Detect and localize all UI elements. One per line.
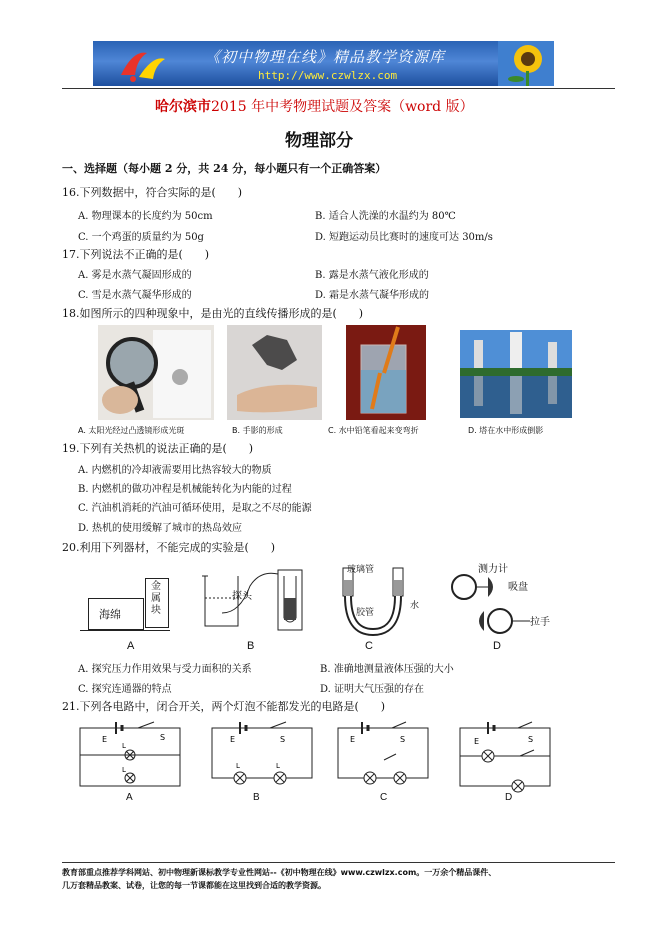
q21-stem: 21.下列各电路中，闭合开关，两个灯泡不能都发光的电路是( ) — [62, 700, 386, 713]
header-rule — [62, 88, 615, 89]
metal-label: 金属块 — [151, 581, 161, 616]
q20-option-d: D. 证明大气压强的存在 — [320, 684, 425, 695]
q19-option-b: B. 内燃机的做功冲程是机械能转化为内能的过程 — [78, 484, 292, 495]
q18-caption-a: A. 太阳光经过凸透镜形成光斑 — [78, 426, 185, 435]
circuit-a — [78, 720, 186, 796]
q18-caption-d: D. 塔在水中形成倒影 — [468, 426, 544, 435]
q17-option-d: D. 霜是水蒸气凝华形成的 — [315, 290, 430, 301]
water-label: 水 — [410, 600, 420, 610]
q17-option-a: A. 雾是水蒸气凝固形成的 — [78, 270, 192, 281]
q17-option-b: B. 露是水蒸气液化形成的 — [315, 270, 429, 281]
svg-text:E: E — [230, 735, 236, 744]
svg-text:L: L — [122, 742, 126, 750]
svg-text:S: S — [280, 735, 286, 744]
q20-option-b: B. 准确地测量液体压强的大小 — [320, 664, 454, 675]
circuit-d — [458, 720, 556, 796]
metal-block — [145, 578, 169, 628]
svg-text:L: L — [236, 762, 240, 770]
rubber-tube-label: 胶管 — [356, 607, 375, 617]
svg-text:S: S — [400, 735, 406, 744]
svg-text:S: S — [160, 733, 166, 742]
q20-diagram-label-c: C — [365, 640, 373, 652]
q19-option-d: D. 热机的使用缓解了城市的热岛效应 — [78, 523, 243, 534]
q21-label-a: A — [126, 792, 133, 803]
choice-section-title: 一、选择题（每小题 2 分，共 24 分，每小题只有一个正确答案） — [62, 162, 387, 175]
photo-pencil-in-water — [346, 325, 426, 420]
pressure-gauge-diagram — [200, 568, 310, 634]
glass-tube-label: 玻璃管 — [347, 564, 375, 574]
q20-option-c: C. 探究连通器的特点 — [78, 684, 172, 695]
q21-label-c: C — [380, 792, 388, 803]
q18-caption-c: C. 水中铅笔看起来变弯折 — [328, 426, 419, 435]
footer-line-2: 几万套精品教案、试卷，让您的每一节课都能在这里找到合适的教学资源。 — [62, 881, 326, 890]
svg-text:L: L — [122, 766, 126, 774]
q20-diagram-label-d: D — [493, 640, 501, 652]
q17-option-c: C. 雪是水蒸气凝华形成的 — [78, 290, 192, 301]
header-banner — [93, 41, 554, 86]
photo-convex-lens — [98, 325, 214, 420]
svg-text:S: S — [528, 735, 534, 744]
q20-stem: 20.利用下列器材，不能完成的实验是( ) — [62, 541, 276, 554]
circuit-c — [336, 720, 434, 796]
probe-label: 探头 — [232, 591, 252, 602]
q18-stem: 18.如图所示的四种现象中，是由光的直线传播形成的是( ) — [62, 307, 364, 320]
photo-hand-shadow — [227, 325, 322, 420]
q19-stem: 19.下列有关热机的说法正确的是( ) — [62, 442, 254, 455]
q21-label-b: B — [253, 792, 260, 803]
title-rest: 2015 年中考物理试题及答案（word 版） — [211, 99, 474, 115]
dynamometer-label: 测力计 — [478, 564, 508, 575]
section-heading: 物理部分 — [285, 131, 353, 151]
q16-stem: 16.下列数据中，符合实际的是( ) — [62, 186, 243, 199]
svg-text:E: E — [350, 735, 356, 744]
sponge-label: 海绵 — [99, 609, 121, 621]
footer-rule — [62, 862, 615, 863]
q20-diagram-label-b: B — [247, 640, 255, 652]
q16-option-a: A. 物理课本的长度约为 50cm — [78, 211, 213, 222]
banner-url: http://www.czwlzx.com — [258, 69, 398, 82]
q16-option-b: B. 适合人洗澡的水温约为 80℃ — [315, 211, 456, 222]
svg-text:L: L — [276, 762, 280, 770]
circuit-b — [210, 720, 318, 796]
site-logo — [113, 45, 173, 83]
suction-cup-diagram — [440, 565, 550, 641]
q20-option-a: A. 探究压力作用效果与受力面积的关系 — [78, 664, 252, 675]
svg-text:E: E — [474, 737, 480, 746]
baseline — [80, 630, 170, 631]
sunflower-image — [498, 41, 554, 86]
q16-option-c: C. 一个鸡蛋的质量约为 50g — [78, 232, 204, 243]
title-city: 哈尔滨市 — [155, 99, 211, 115]
q20-diagram-label-a: A — [127, 640, 135, 652]
banner-title: 《初中物理在线》精品教学资源库 — [205, 48, 446, 66]
q21-label-d: D — [505, 792, 513, 803]
q17-stem: 17.下列说法不正确的是( ) — [62, 248, 210, 261]
sponge-block — [88, 598, 144, 630]
q19-option-c: C. 汽油机消耗的汽油可循环使用，是取之不尽的能源 — [78, 503, 312, 514]
photo-tower-reflection — [460, 330, 572, 418]
q18-caption-b: B. 手影的形成 — [232, 426, 283, 435]
document-title — [155, 96, 474, 116]
q19-option-a: A. 内燃机的冷却液需要用比热容较大的物质 — [78, 465, 272, 476]
sucker-label: 吸盘 — [508, 582, 528, 593]
svg-text:E: E — [102, 735, 108, 744]
q16-option-d: D. 短跑运动员比赛时的速度可达 30m/s — [315, 232, 493, 243]
footer-line-1: 教育部重点推荐学科网站、初中物理新课标教学专业性网站--《初中物理在线》www.czwlzx.com。一万余个精品课件、 — [62, 868, 497, 877]
handle-label: 拉手 — [530, 617, 550, 628]
